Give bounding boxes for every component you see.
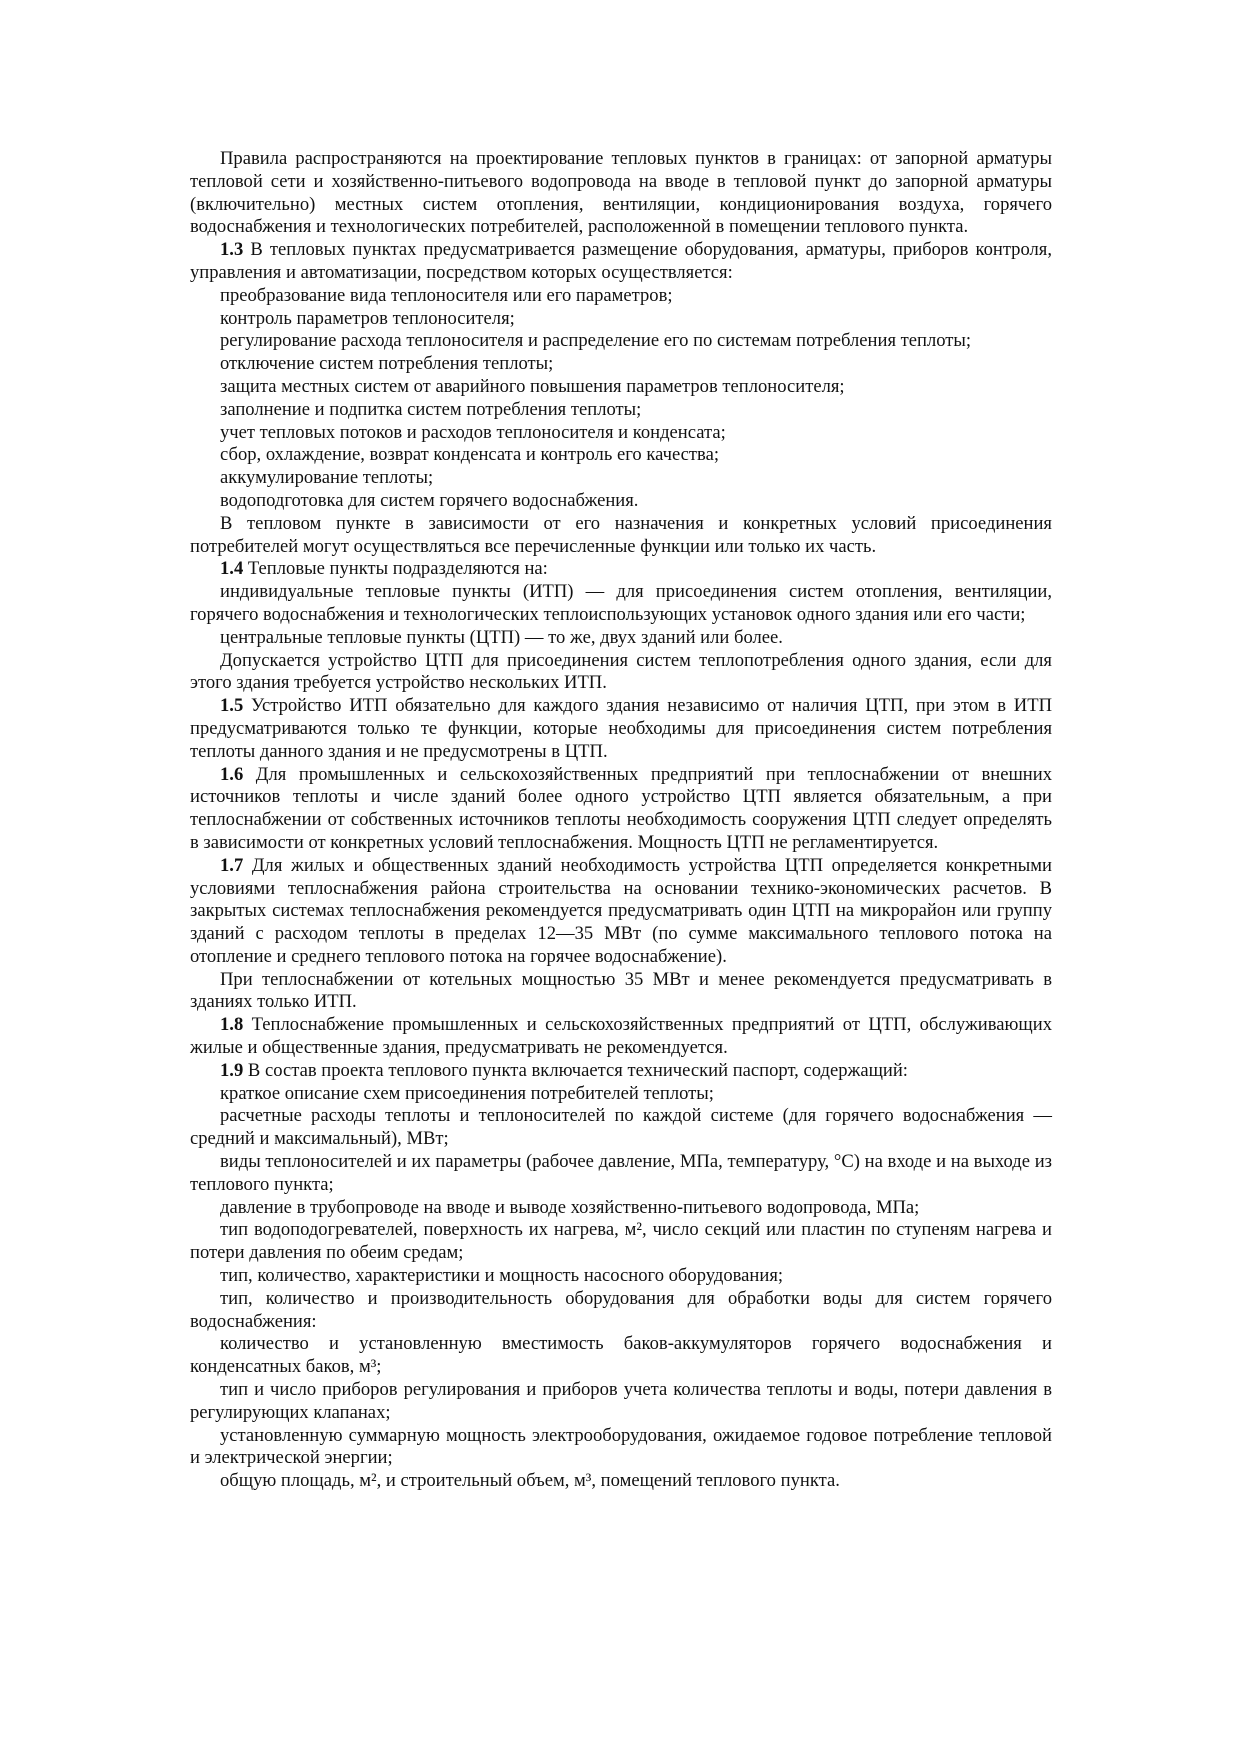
paragraph-text: Для жилых и общественных зданий необходимость устройства ЦТП определяется конкретными условиями теплоснабжения района строительства на основании технико-экономических расчетов. В закрытых системах теплоснабжения рекомендуется предусматривать один ЦТП на микрорайон или группу зданий с расходом теплоты в пределах 12—35 МВт (по сумме максимального теплового потока на отопление и среднего теплового потока на горячее водоснабжение).	[190, 854, 1052, 967]
list-item	[190, 1265, 1052, 1288]
clause-number: 1.3	[220, 239, 244, 261]
paragraph-text: регулирование расхода теплоносителя и распределение его по системам потребления теплоты;	[220, 330, 972, 352]
document-page	[190, 148, 1052, 1493]
list-item	[190, 1105, 1052, 1151]
list-item	[190, 1379, 1052, 1425]
paragraph-text: тип водоподогревателей, поверхность их нагрева, м², число секций или пластин по ступеням нагрева и потери давления по обеим средам;	[190, 1219, 1052, 1264]
clause-number: 1.8	[220, 1014, 244, 1036]
paragraph-text: В тепловых пунктах предусматривается размещение оборудования, арматуры, приборов контроля, управления и автоматизации, посредством которых осуществляется:	[190, 239, 1052, 283]
paragraph-text: Тепловые пункты подразделяются на:	[243, 558, 548, 580]
paragraph	[190, 969, 1052, 1015]
clause-number: 1.7	[220, 854, 244, 876]
paragraph-text: виды теплоносителей и их параметры (рабочее давление, МПа, температуру, °С) на входе и на выходе из теплового пункта;	[190, 1151, 1052, 1195]
list-item	[190, 285, 1052, 308]
list-item	[190, 330, 1052, 353]
list-item	[190, 1425, 1052, 1471]
paragraph-text: общую площадь, м², и строительный объем, м³, помещений теплового пункта.	[220, 1470, 840, 1492]
clause-number: 1.4	[220, 558, 244, 580]
paragraph	[190, 650, 1052, 696]
paragraph-text: Устройство ИТП обязательно для каждого здания независимо от наличия ЦТП, при этом в ИТП предусматриваются только те функции, которые необходимы для присоединения систем потребления теплоты данного здания и не предусмотрены в ЦТП.	[190, 695, 1052, 762]
paragraph-text: тип, количество, характеристики и мощность насосного оборудования;	[220, 1265, 784, 1287]
paragraph-text: давление в трубопроводе на вводе и выводе хозяйственно-питьевого водопровода, МПа;	[220, 1196, 920, 1218]
clause-number: 1.5	[220, 695, 244, 717]
paragraph	[190, 513, 1052, 559]
paragraph-text: количество и установленную вместимость баков-аккумуляторов горячего водоснабжения и конденсатных баков, м³;	[190, 1333, 1052, 1378]
clause-number: 1.6	[220, 763, 244, 785]
paragraph-text: Правила распространяются на проектирование тепловых пунктов в границах: от запорной арматуры тепловой сети и хозяйственно-питьевого водопровода на вводе в тепловой пункт до запорной арматуры (включительно) местных систем отопления, вентиляции, кондиционирования воздуха, горячего водоснабжения и технологических потребителей, расположенной в помещении теплового пункта.	[190, 148, 1052, 238]
list-item	[190, 581, 1052, 627]
list-item	[190, 376, 1052, 399]
list-item	[190, 490, 1052, 513]
paragraph	[190, 148, 1052, 239]
paragraph-text: Допускается устройство ЦТП для присоединения систем теплопотребления одного здания, если для этого здания требуется устройство нескольких ИТП.	[190, 649, 1052, 694]
list-item	[190, 1197, 1052, 1220]
paragraph-text: защита местных систем от аварийного повышения параметров теплоносителя;	[220, 375, 845, 397]
list-item	[190, 1333, 1052, 1379]
paragraph-text: учет тепловых потоков и расходов теплоносителя и конденсата;	[220, 421, 726, 443]
list-item	[190, 1288, 1052, 1334]
clause-number: 1.9	[220, 1059, 244, 1081]
paragraph-text: краткое описание схем присоединения потребителей теплоты;	[220, 1082, 714, 1104]
paragraph-text: сбор, охлаждение, возврат конденсата и контроль его качества;	[220, 444, 719, 466]
paragraph-text: водоподготовка для систем горячего водоснабжения.	[220, 489, 639, 511]
paragraph-text: тип и число приборов регулирования и приборов учета количества теплоты и воды, потери давления в регулирующих клапанах;	[190, 1379, 1052, 1423]
paragraph-text: контроль параметров теплоносителя;	[220, 307, 515, 329]
paragraph	[190, 1060, 1052, 1083]
paragraph-text: индивидуальные тепловые пункты (ИТП) — для присоединения систем отопления, вентиляции, горячего водоснабжения и технологических теплоиспользующих установок одного здания или его части;	[190, 581, 1052, 625]
list-item	[190, 1219, 1052, 1265]
paragraph-text: отключение систем потребления теплоты;	[220, 353, 554, 375]
paragraph	[190, 558, 1052, 581]
paragraph-text: аккумулирование теплоты;	[220, 467, 434, 489]
paragraph-text: Для промышленных и сельскохозяйственных предприятий при теплоснабжении от внешних источников теплоты и числе зданий более одного устройство ЦТП является обязательным, а при теплоснабжении от собственных источников теплоты необходимость сооружения ЦТП следует определять в зависимости от конкретных условий теплоснабжения. Мощность ЦТП не регламентируется.	[190, 763, 1052, 853]
paragraph-text: тип, количество и производительность оборудования для обработки воды для систем горячего водоснабжения:	[190, 1287, 1052, 1332]
list-item	[190, 1151, 1052, 1197]
paragraph-text: В состав проекта теплового пункта включается технический паспорт, содержащий:	[243, 1059, 908, 1081]
paragraph-text: преобразование вида теплоносителя или его параметров;	[220, 284, 673, 306]
list-item	[190, 444, 1052, 467]
list-item	[190, 422, 1052, 445]
list-item	[190, 1083, 1052, 1106]
paragraph-text: заполнение и подпитка систем потребления теплоты;	[220, 398, 642, 420]
paragraph-text: Теплоснабжение промышленных и сельскохозяйственных предприятий от ЦТП, обслуживающих жилые и общественные здания, предусматривать не рекомендуется.	[190, 1014, 1052, 1059]
list-item	[190, 467, 1052, 490]
paragraph-text: В тепловом пункте в зависимости от его назначения и конкретных условий присоединения потребителей могут осуществляться все перечисленные функции или только их часть.	[190, 512, 1052, 557]
paragraph-text: установленную суммарную мощность электрооборудования, ожидаемое годовое потребление тепловой и электрической энергии;	[190, 1424, 1052, 1469]
paragraph-text: расчетные расходы теплоты и теплоносителей по каждой системе (для горячего водоснабжения — средний и максимальный), МВт;	[190, 1105, 1052, 1150]
list-item	[190, 353, 1052, 376]
paragraph	[190, 239, 1052, 285]
list-item	[190, 1470, 1052, 1493]
paragraph	[190, 695, 1052, 763]
paragraph	[190, 764, 1052, 855]
paragraph	[190, 1014, 1052, 1060]
list-item	[190, 399, 1052, 422]
paragraph-text: центральные тепловые пункты (ЦТП) — то же, двух зданий или более.	[220, 626, 783, 648]
list-item	[190, 308, 1052, 331]
list-item	[190, 627, 1052, 650]
paragraph	[190, 855, 1052, 969]
paragraph-text: При теплоснабжении от котельных мощностью 35 МВт и менее рекомендуется предусматривать в зданиях только ИТП.	[190, 968, 1052, 1013]
